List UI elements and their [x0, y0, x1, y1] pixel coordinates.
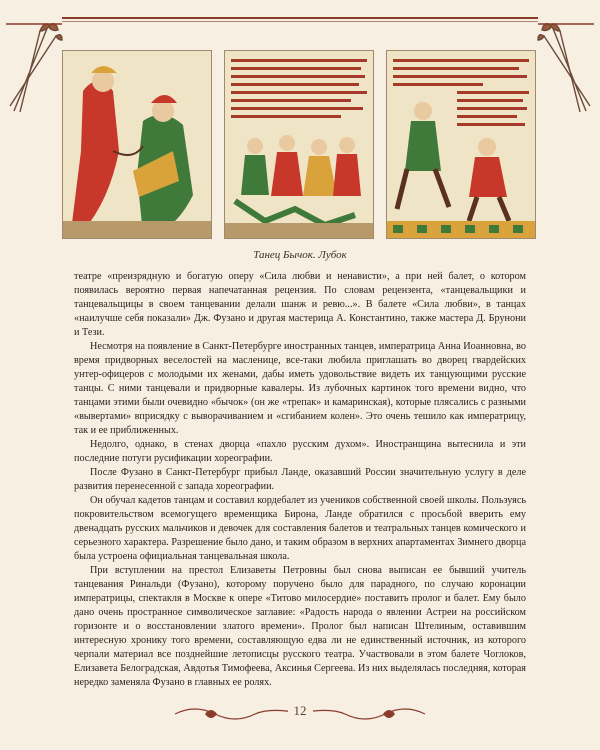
paragraph: После Фузано в Санкт-Петербург прибыл Ланде, оказавший России значительную услугу в деле развития перенесенной с запада хореографии. [74, 467, 526, 492]
dancing-couple-picture [63, 51, 211, 238]
lubok-illustrations [62, 50, 538, 240]
body-text [74, 270, 526, 690]
left-corner-ornament [4, 6, 64, 116]
lubok-image-2 [224, 50, 374, 239]
paragraph: Несмотря на появление в Санкт-Петербурге иностранных танцев, императрица Анна Иоанновна, во время придворных веселостей на масленице, все-таки любила приглашать во дворец гвардейских унтер-офицеров с молодыми их женами, дабы иметь удовольствие видеть их танцующими русские танцы. С ними танцевали и придворные кавалеры. Из лубочных картинок того времени видно, что танцами этими были очевидно «бычок» (он же «трепак» и камаринская), которые плясались с разными «вывертами» вприсядку с выворачиванием и «сгибанием колен». Это очень тешило как императрицу, так и ее приближенных. [74, 341, 526, 436]
paragraph: При вступлении на престол Елизаветы Петровны был снова выписан ее бывший учитель танцевания Ринальди (Фузано), которому поручено было для парадного, по случаю коронации императрицы, спектакля в Москве к опере «Титово милосердие» поставить пролог и балет. Ему было дано очень пространное символическое заглавие: «Радость народа о явлении Астреи на российском горизонте и о восстановлении златого времени». Пролог был написан Штелиным, оставившим интересную хронику того времени, составляющую едва ли не единственный источник, из которого черпали материал все позднейшие летописцы русского театра. Участвовали в этом балете Чоглоков, Елизавета Белоградская, Авдотья Тимофеева, Аксинья Сергеева. Из них выделялась последняя, которая нередко заменяла Фузано в главных ее ролях. [74, 565, 526, 688]
paragraph: Он обучал кадетов танцам и составил кордебалет из учеников собственной своей школы. Пользуясь покровительством всемогущего временщика Бирона, Ланде обратился с просьбой вверить ему двенадцать русских мальчиков и девочек для составления балетов и театральных танцев комического и серьезного характера. Разрешение было дано, и таким образом в верхних апартаментах Зимнего дворца была устроена официальная танцевальная школа. [74, 495, 526, 562]
lubok-image-3 [386, 50, 536, 239]
group-dance-picture [225, 51, 373, 238]
lubok-image-1 [62, 50, 212, 239]
dancers-picture [387, 51, 535, 238]
paragraph: театре «преизрядную и богатую оперу «Сила любви и ненависти», а при ней балет, о котором появилась вероятно первая напечатанная рецензия. По словам рецензента, «танцевальщики и танцевальщицы в своем танцевании делали шанж и ревю...». В балете «Сила любви», в танцах «наилучше себя показали» Дж. Фузано и другая мастерица А. Константино, также мастера Д. Брунони и Тези. [74, 271, 526, 338]
right-corner-ornament [536, 6, 596, 116]
page-number-text: 12 [288, 703, 313, 718]
paragraph: Недолго, однако, в стенах дворца «пахло русским духом». Иностранщина вытеснила и эти последние потуги русификации хореографии. [74, 439, 526, 464]
page-number [0, 703, 600, 719]
figure-caption: Танец Бычок. Лубок [253, 249, 347, 261]
top-border-rule [62, 17, 538, 19]
